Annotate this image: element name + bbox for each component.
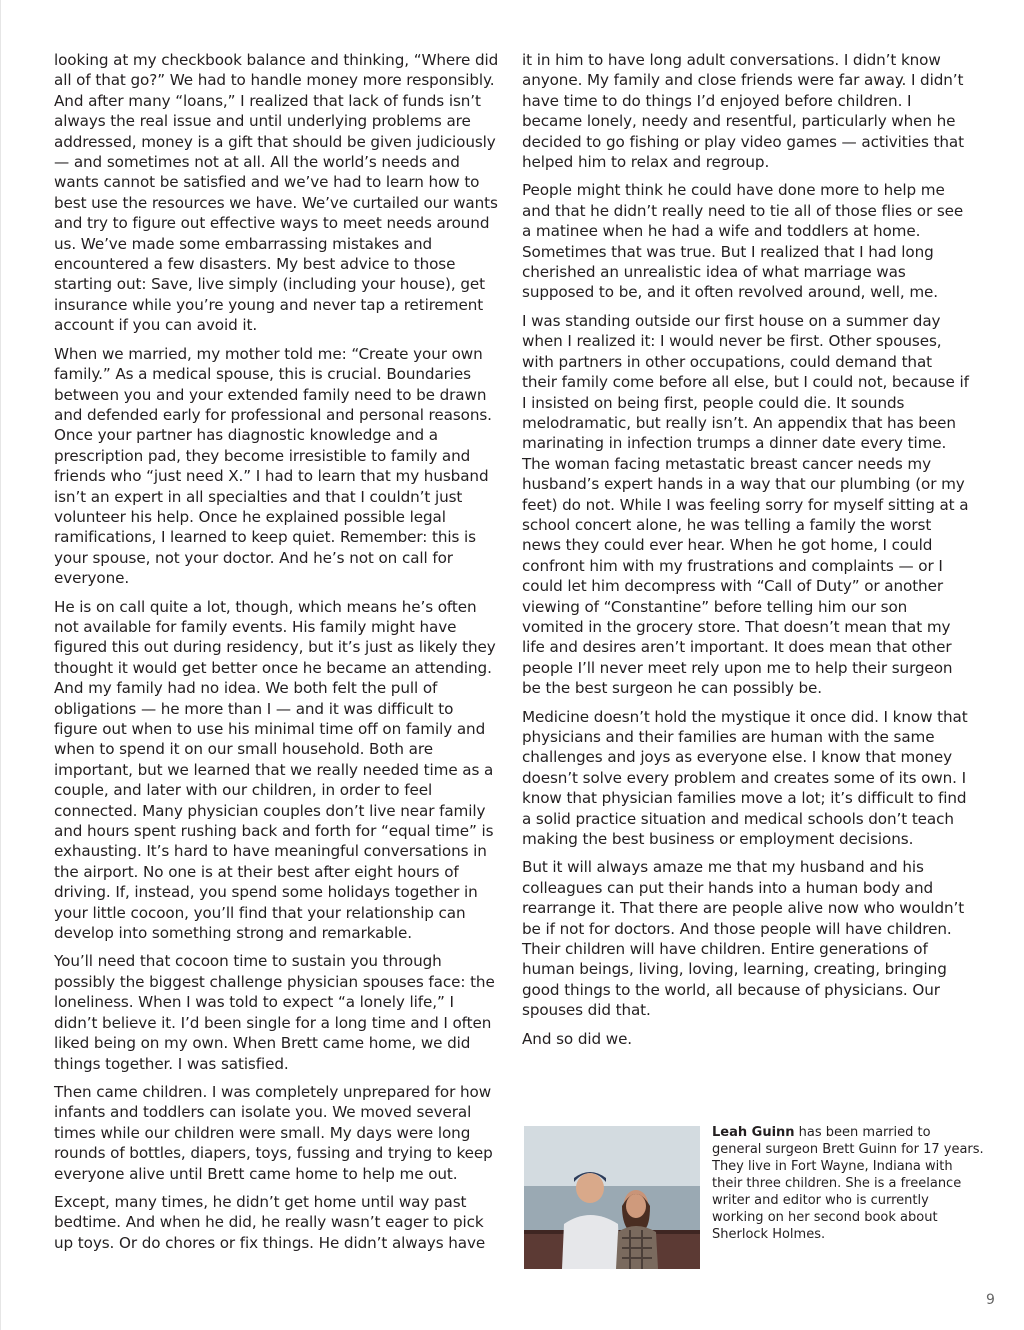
paragraph: People might think he could have done more to help me and that he didn’t really need to tie all of those flies or see a matinee when he had a wife and toddlers at home. Sometimes that was true. But I realized that I had long cherished an unrealistic idea of what marriage was supposed to be, and it often revolved around, well, me. <box>522 181 964 302</box>
paragraph: Then came children. I was completely unprepared for how infants and toddlers can isolate you. We moved several times while our children were small. My days were long rounds of bottles, diapers, toys, fussing and trying to keep everyone alive until Brett came home to help me out. <box>54 1082 493 1183</box>
paragraph: Medicine doesn’t hold the mystique it once did. I know that physicians and their families are human with the same challenges and joys as everyone else. I know that money doesn’t solve every problem and creates some of its own. I know that physician families move a lot; it’s difficult to find a solid practice situation and medical schools don’t teach making the best business or employment decisions. <box>522 707 968 849</box>
couple-photo-illustration <box>524 1126 700 1269</box>
author-photo <box>524 1126 700 1269</box>
page-number: 9 <box>986 1292 995 1308</box>
author-bio <box>524 1124 984 1270</box>
paragraph: He is on call quite a lot, though, which means he’s often not available for family events. His family might have figured this out during residency, but it’s just as likely they thought it would get better once he became an attending. And my family had no idea. We both felt the pull of obligations — he more than I — and it was difficult to figure out when to use his minimal time off on family and when to spend it on our small household. Both are important, but we learned that we really needed time as a couple, and later with our children, in order to feel connected. Many physician couples don’t live near family and hours spent rushing back and forth for “equal time” is exhausting. It’s hard to have meaningful conversations in the airport. No one is at their best after eight hours of driving. If, instead, you spend some holidays together in your little cocoon, you’ll find that your relationship can develop into something strong and remarkable. <box>54 597 496 943</box>
left-column <box>54 50 500 1261</box>
page-edge <box>0 0 1 1330</box>
paragraph: You’ll need that cocoon time to sustain you through possibly the biggest challenge physician spouses face: the loneliness. When I was told to expect “a lonely life,” I didn’t believe it. I’d been single for a long time and I often liked being on my own. When Brett came home, we did things together. I was satisfied. <box>54 952 495 1073</box>
paragraph: But it will always amaze me that my husband and his colleagues can put their hands into a human body and rearrange it. That there are people alive now who wouldn’t be if not for doctors. And those people will have children. Their children will have children. Entire generations of human beings, living, loving, learning, creating, bringing good things to the world, all because of physicians. Our spouses did that. <box>522 858 965 1020</box>
right-column <box>522 50 970 1057</box>
paragraph: When we married, my mother told me: “Create your own family.” As a medical spouse, this is crucial. Boundaries between you and your extended family need to be drawn and defended early for professional and personal reasons. Once your partner has diagnostic knowledge and a prescription pad, they become irresistible to family and friends who “just need X.” I had to learn that my husband isn’t an expert in all specialties and that I couldn’t just volunteer his help. Once he explained possible legal ramifications, I learned to keep quiet. Remember: this is your spouse, not your doctor. And he’s not on call for everyone. <box>54 344 492 588</box>
paragraph: looking at my checkbook balance and thinking, “Where did all of that go?” We had to handle money more responsibly. And after many “loans,” I realized that lack of funds isn’t always the real issue and until underlying problems are addressed, money is a gift that should be given judiciously — and sometimes not at all. All the world’s needs and wants cannot be satisfied and we’ve had to learn how to best use the resources we have. We’ve curtailed our wants and try to figure out effective ways to meet needs around us. We’ve made some embarrassing mistakes and encountered a few disasters. My best advice to those starting out: Save, live simply (including your house), get insurance while you’re young and never tap a retirement account if you can avoid it. <box>54 51 499 335</box>
bio-description: has been married to general surgeon Brett Guinn for 17 years. They live in Fort Wayne, Indiana with their three children. She is a freelance writer and editor who is currently working on her second book about Sherlock Holmes. <box>712 1125 984 1242</box>
bio-text <box>712 1124 984 1243</box>
author-name: Leah Guinn <box>712 1125 795 1140</box>
paragraph: it in him to have long adult conversations. I didn’t know anyone. My family and close friends were far away. I didn’t have time to do things I’d enjoyed before children. I became lonely, needy and resentful, particularly when he decided to go fishing or play video games — activities that helped him to relax and regroup. <box>522 51 964 172</box>
paragraph: Except, many times, he didn’t get home until way past bedtime. And when he did, he really wasn’t eager to pick up toys. Or do chores or fix things. He didn’t always have <box>54 1192 486 1252</box>
paragraph: And so did we. <box>522 1029 633 1048</box>
paragraph: I was standing outside our first house on a summer day when I realized it: I would never be first. Other spouses, with partners in other occupations, could demand that their family come before all else, but I could not, because if I insisted on being first, people could die. It sounds melodramatic, but really isn’t. An appendix that has been marinating in infection trumps a dinner date every time. The woman facing metastatic breast cancer needs my husband’s expert hands in a way that our plumbing (or my feet) do not. While I was feeling sorry for myself sitting at a school concert alone, he was telling a family the worst news they could ever hear. When he got home, I could confront him with my frustrations and complaints — or I could let him decompress with “Call of Duty” or another viewing of “Constantine” before telling him our son vomited in the grocery store. That doesn’t mean that my life and desires aren’t important. It does mean that other people I’ll never meet rely upon me to help their surgeon be the best surgeon he can possibly be. <box>522 311 969 698</box>
